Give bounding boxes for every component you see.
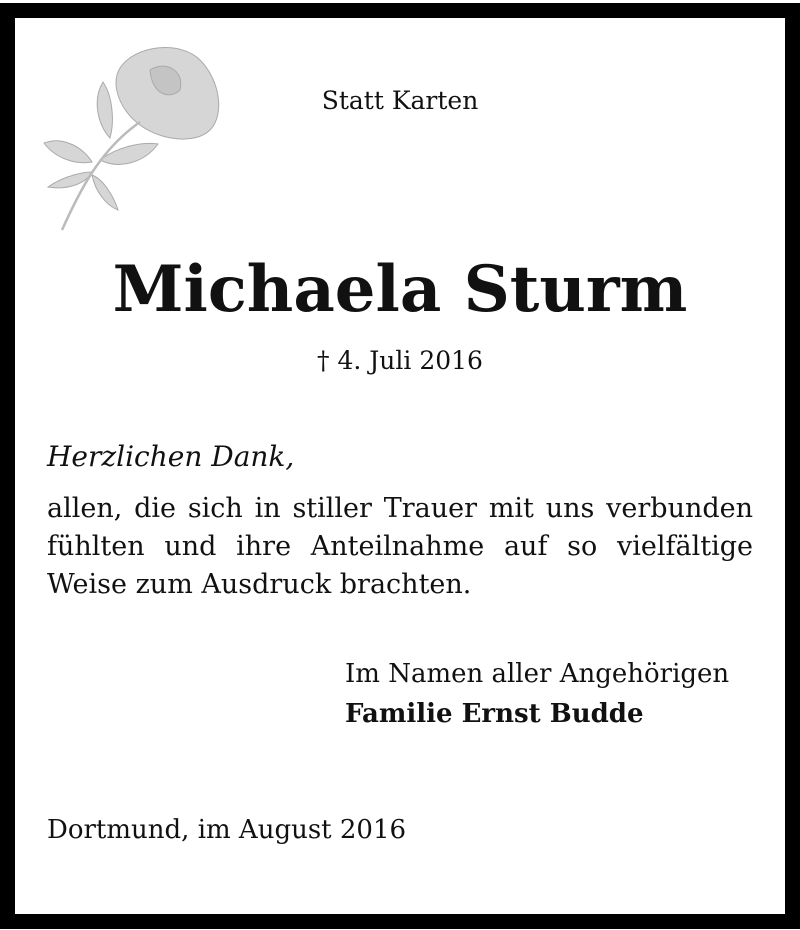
- signature-family: Familie Ernst Budde: [345, 699, 644, 729]
- rose-icon: [40, 40, 230, 235]
- death-date: † 4. Juli 2016: [317, 346, 483, 375]
- greeting: Herzlichen Dank,: [47, 440, 295, 473]
- message-paragraph: allen, die sich in stiller Trauer mit uns verbunden fühlten und ihre Anteilnahme auf so vielfältige Weise zum Ausdruck brachten.: [47, 493, 753, 600]
- signature-intro: Im Namen aller Angehörigen: [345, 659, 730, 689]
- header-text: Statt Karten: [321, 86, 479, 115]
- place-date: Dortmund, im August 2016: [47, 815, 407, 845]
- deceased-name: Michaela Sturm: [112, 252, 688, 327]
